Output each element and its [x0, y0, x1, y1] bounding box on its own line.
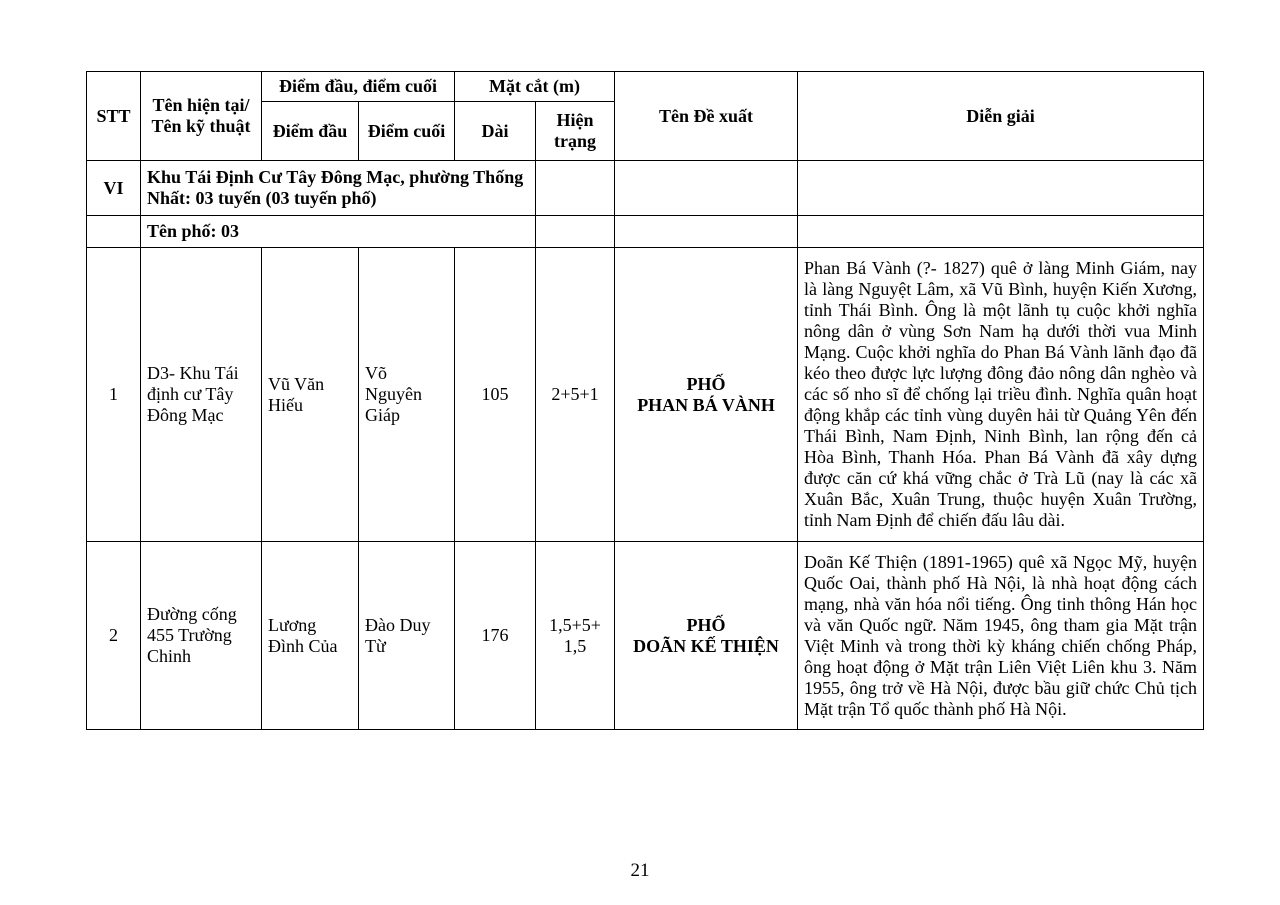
- row-start-point: Lương Đình Của: [262, 542, 359, 730]
- row-current-state: 1,5+5+ 1,5: [536, 542, 615, 730]
- header-start-end: Điểm đầu, điểm cuối: [262, 72, 455, 102]
- row-current-state: 2+5+1: [536, 248, 615, 542]
- empty-cell: [536, 161, 615, 216]
- header-end-point: Điểm cuối: [359, 102, 455, 161]
- row-proposed-name: [615, 248, 798, 542]
- proposed-street-name: PHAN BÁ VÀNH: [637, 394, 775, 415]
- header-current-name: Tên hiện tại/ Tên kỹ thuật: [141, 72, 262, 161]
- page-number: 21: [630, 860, 650, 881]
- section-title: Khu Tái Định Cư Tây Đông Mạc, phường Thống Nhất: 03 tuyến (03 tuyến phố): [141, 161, 536, 216]
- empty-cell: [615, 216, 798, 248]
- row-proposed-name: [615, 542, 798, 730]
- header-current-state: Hiện trạng: [536, 102, 615, 161]
- table-row: [87, 248, 1204, 542]
- header-explanation: Diễn giải: [798, 72, 1204, 161]
- row-length: 105: [455, 248, 536, 542]
- table-row: [87, 542, 1204, 730]
- row-explanation: Phan Bá Vành (?- 1827) quê ở làng Minh Giám, nay là làng Nguyệt Lâm, xã Vũ Bình, huyện Kiến Xương, tỉnh Thái Bình. Ông là một lãnh tụ cuộc khởi nghĩa nông dân ở vùng Sơn Nam hạ dưới thời vua Minh Mạng. Cuộc khởi nghĩa do Phan Bá Vành lãnh đạo đã kéo theo được lực lượng đông đảo nông dân nghèo và các số nho sĩ để chống lại triều đình. Nghĩa quân hoạt động khắp các tỉnh vùng duyên hải từ Quảng Yên đến Thái Bình, Nam Định, Ninh Bình, lan rộng đến cả Hòa Bình, Thanh Hóa. Phan Bá Vành đã xây dựng được căn cứ khá vững chắc ở Trà Lũ (nay là các xã Xuân Bắc, Xuân Trung, thuộc huyện Xuân Trường, tỉnh Nam Định để chiến đấu lâu dài.: [798, 248, 1204, 542]
- empty-cell: [798, 161, 1204, 216]
- proposed-prefix: PHỐ: [686, 614, 726, 635]
- row-explanation: Doãn Kế Thiện (1891-1965) quê xã Ngọc Mỹ, huyện Quốc Oai, thành phố Hà Nội, là nhà hoạt động cách mạng, nhà văn hóa nổi tiếng. Ông tinh thông Hán học và văn Quốc ngữ. Năm 1945, ông tham gia Mặt trận Việt Minh và trong thời kỳ kháng chiến chống Pháp, ông hoạt động ở Mặt trận Liên Việt Liên khu 3. Năm 1955, ông trở về Hà Nội, được bầu giữ chức Chủ tịch Mặt trận Tổ quốc thành phố Hà Nội.: [798, 542, 1204, 730]
- header-start-point: Điểm đầu: [262, 102, 359, 161]
- row-length: 176: [455, 542, 536, 730]
- empty-cell: [798, 216, 1204, 248]
- empty-cell: [615, 161, 798, 216]
- header-length: Dài: [455, 102, 536, 161]
- row-stt: 2: [87, 542, 141, 730]
- header-cross-section: Mặt cắt (m): [455, 72, 615, 102]
- row-start-point: Vũ Văn Hiếu: [262, 248, 359, 542]
- row-end-point: Võ Nguyên Giáp: [359, 248, 455, 542]
- header-proposed-name: Tên Đề xuất: [615, 72, 798, 161]
- section-subtitle: Tên phố: 03: [141, 216, 536, 248]
- row-stt: 1: [87, 248, 141, 542]
- row-current-name: D3- Khu Tái định cư Tây Đông Mạc: [141, 248, 262, 542]
- proposed-street-name: DOÃN KẾ THIỆN: [633, 635, 779, 656]
- header-stt: STT: [87, 72, 141, 161]
- row-end-point: Đào Duy Từ: [359, 542, 455, 730]
- section-number: VI: [87, 161, 141, 216]
- proposed-prefix: PHỐ: [686, 373, 726, 394]
- empty-cell: [87, 216, 141, 248]
- street-naming-table: [86, 71, 1204, 730]
- empty-cell: [536, 216, 615, 248]
- row-current-name: Đường cống 455 Trường Chinh: [141, 542, 262, 730]
